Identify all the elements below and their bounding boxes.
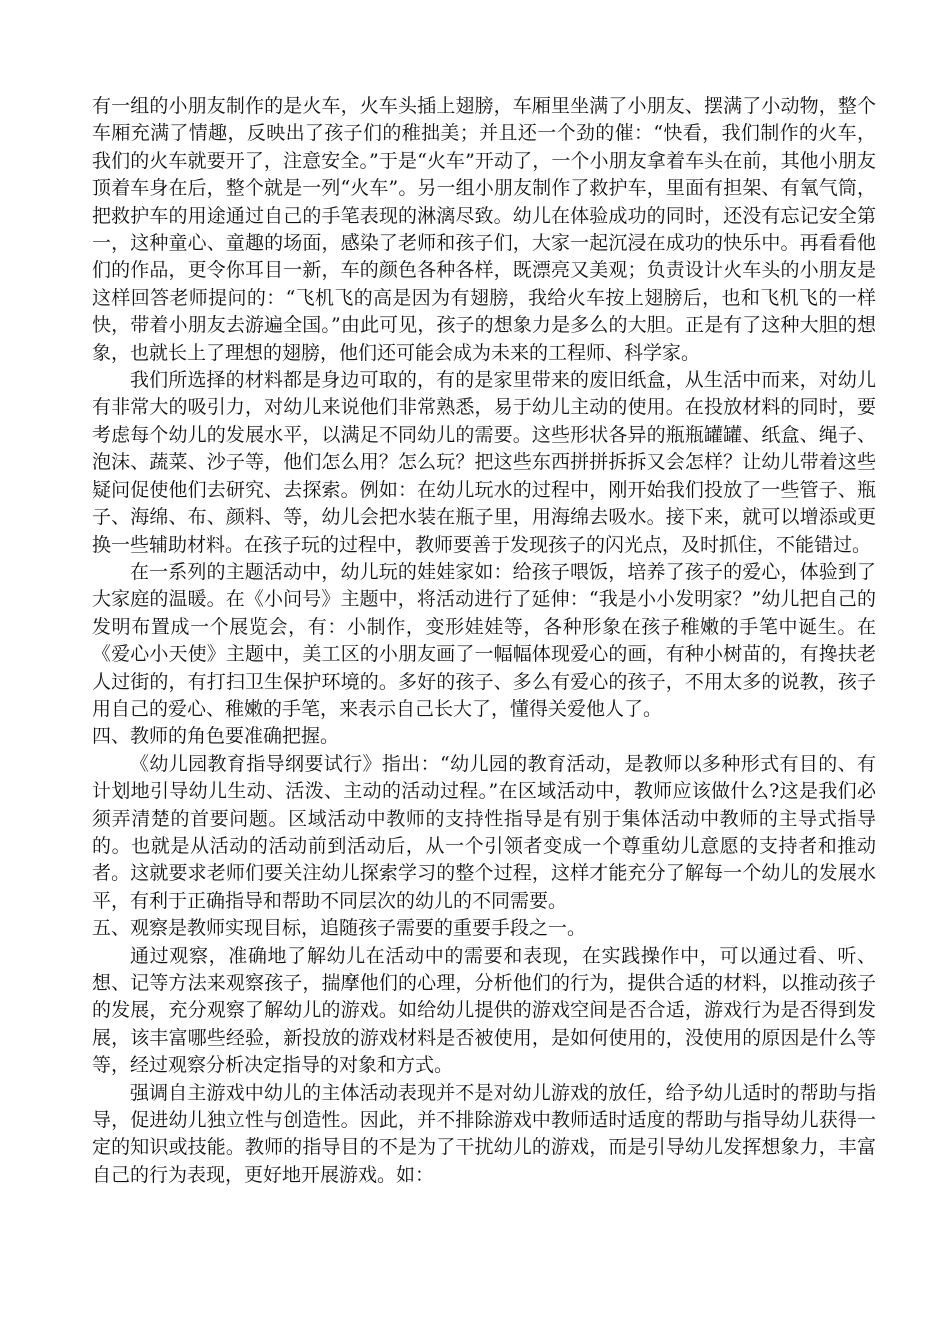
paragraph-train-story: 有一组的小朋友制作的是火车，火车头插上翅膀，车厢里坐满了小朋友、摆满了小动物，整个车厢充满了情趣，反映出了孩子们的稚拙美；并且还一个劲的催：“快看，我们制作的火车，我们的火车就要开了，注意安全。”于是“火车”开动了，一个小朋友拿着车头在前，其他小朋友顶着车身在后，整个就是一列“火车”。另一组小朋友制作了救护车，里面有担架、有氧气筒，把救护车的用途通过自己的手笔表现的淋漓尽致。幼儿在体验成功的同时，还没有忘记安全第一，这种童心、童趣的场面，感染了老师和孩子们，大家一起沉浸在成功的快乐中。再看看他们的作品，更令你耳目一新，车的颜色各种各样，既漂亮又美观；负责设计火车头的小朋友是这样回答老师提问的：“飞机飞的高是因为有翅膀，我给火车按上翅膀后，也和飞机飞的一样快，带着小朋友去游遍全国。”由此可见，孩子的想象力是多么的大胆。正是有了这种大胆的想象，也就长上了理想的翅膀，他们还可能会成为未来的工程师、科学家。 (92, 95, 876, 364)
section-heading-observation: 五、观察是教师实现目标，追随孩子需要的重要手段之一。 (92, 917, 587, 940)
paragraph-observation-methods: 通过观察，准确地了解幼儿在活动中的需要和表现，在实践操作中，可以通过看、听、想、记等方法来观察孩子，揣摩他们的心理，分析他们的行为，提供合适的材料，以推动孩子的发展，充分观察了解幼儿的游戏。如给幼儿提供的游戏空间是否合适，游戏行为是否得到发展，该丰富哪些经验，新投放的游戏材料是否被使用，是如何使用的，没使用的原因是什么等等，经过观察分析决定指导的对象和方式。 (92, 944, 876, 1077)
paragraph-materials: 我们所选择的材料都是身边可取的，有的是家里带来的废旧纸盒，从生活中而来，对幼儿有非常大的吸引力，对幼儿来说他们非常熟悉，易于幼儿主动的使用。在投放材料的同时，要考虑每个幼儿的发展水平，以满足不同幼儿的需要。这些形状各异的瓶瓶罐罐、纸盒、绳子、泡沫、蔬菜、沙子等，他们怎么用？怎么玩？把这些东西拼拼拆拆又会怎样？让幼儿带着这些疑问促使他们去研究、去探索。例如：在幼儿玩水的过程中，刚开始我们投放了一些管子、瓶子、海绵、布、颜料、等，幼儿会把水装在瓶子里，用海绵去吸水。接下来，就可以增添或更换一些辅助材料。在孩子玩的过程中，教师要善于发现孩子的闪光点，及时抓住，不能错过。 (92, 369, 876, 556)
document-page (92, 93, 876, 1189)
paragraph-theme-activities: 在一系列的主题活动中，幼儿玩的娃娃家如：给孩子喂饭，培养了孩子的爱心，体验到了大家庭的温暖。在《小问号》主题中，将活动进行了延伸：“我是小小发明家？”幼儿把自己的发明布置成一个展览会，有：小制作，变形娃娃等，各种形象在孩子稚嫩的手笔中诞生。在《爱心小天使》主题中，美工区的小朋友画了一幅幅体现爱心的画，有种小树苗的，有搀扶老人过街的，有打扫卫生保护环境的。多好的孩子、多么有爱心的孩子，不用太多的说教，孩子用自己的爱心、稚嫩的手笔，来表示自己长大了，懂得关爱他人了。 (92, 560, 876, 720)
paragraph-guideline-quote: 《幼儿园教育指导纲要试行》指出：“幼儿园的教育活动，是教师以多种形式有目的、有计划地引导幼儿生动、活泼、主动的活动过程。”在区域活动中，教师应该做什么?这是我们必须弄清楚的首要问题。区域活动中教师的支持性指导是有别于集体活动中教师的主导式指导的。也就是从活动的活动前到活动后，从一个引领者变成一个尊重幼儿意愿的支持者和推动者。这就要求老师们要关注幼儿探索学习的整个过程，这样才能充分了解每一个幼儿的发展水平，有利于正确指导和帮助不同层次的幼儿的不同需要。 (92, 752, 876, 912)
section-heading-teacher-role: 四、教师的角色要准确把握。 (92, 725, 340, 748)
paragraph-guidance: 强调自主游戏中幼儿的主体活动表现并不是对幼儿游戏的放任，给予幼儿适时的帮助与指导，促进幼儿独立性与创造性。因此，并不排除游戏中教师适时适度的帮助与指导幼儿获得一定的知识或技能。教师的指导目的不是为了干扰幼儿的游戏，而是引导幼儿发挥想象力，丰富自己的行为表现，更好地开展游戏。如： (92, 1081, 876, 1186)
